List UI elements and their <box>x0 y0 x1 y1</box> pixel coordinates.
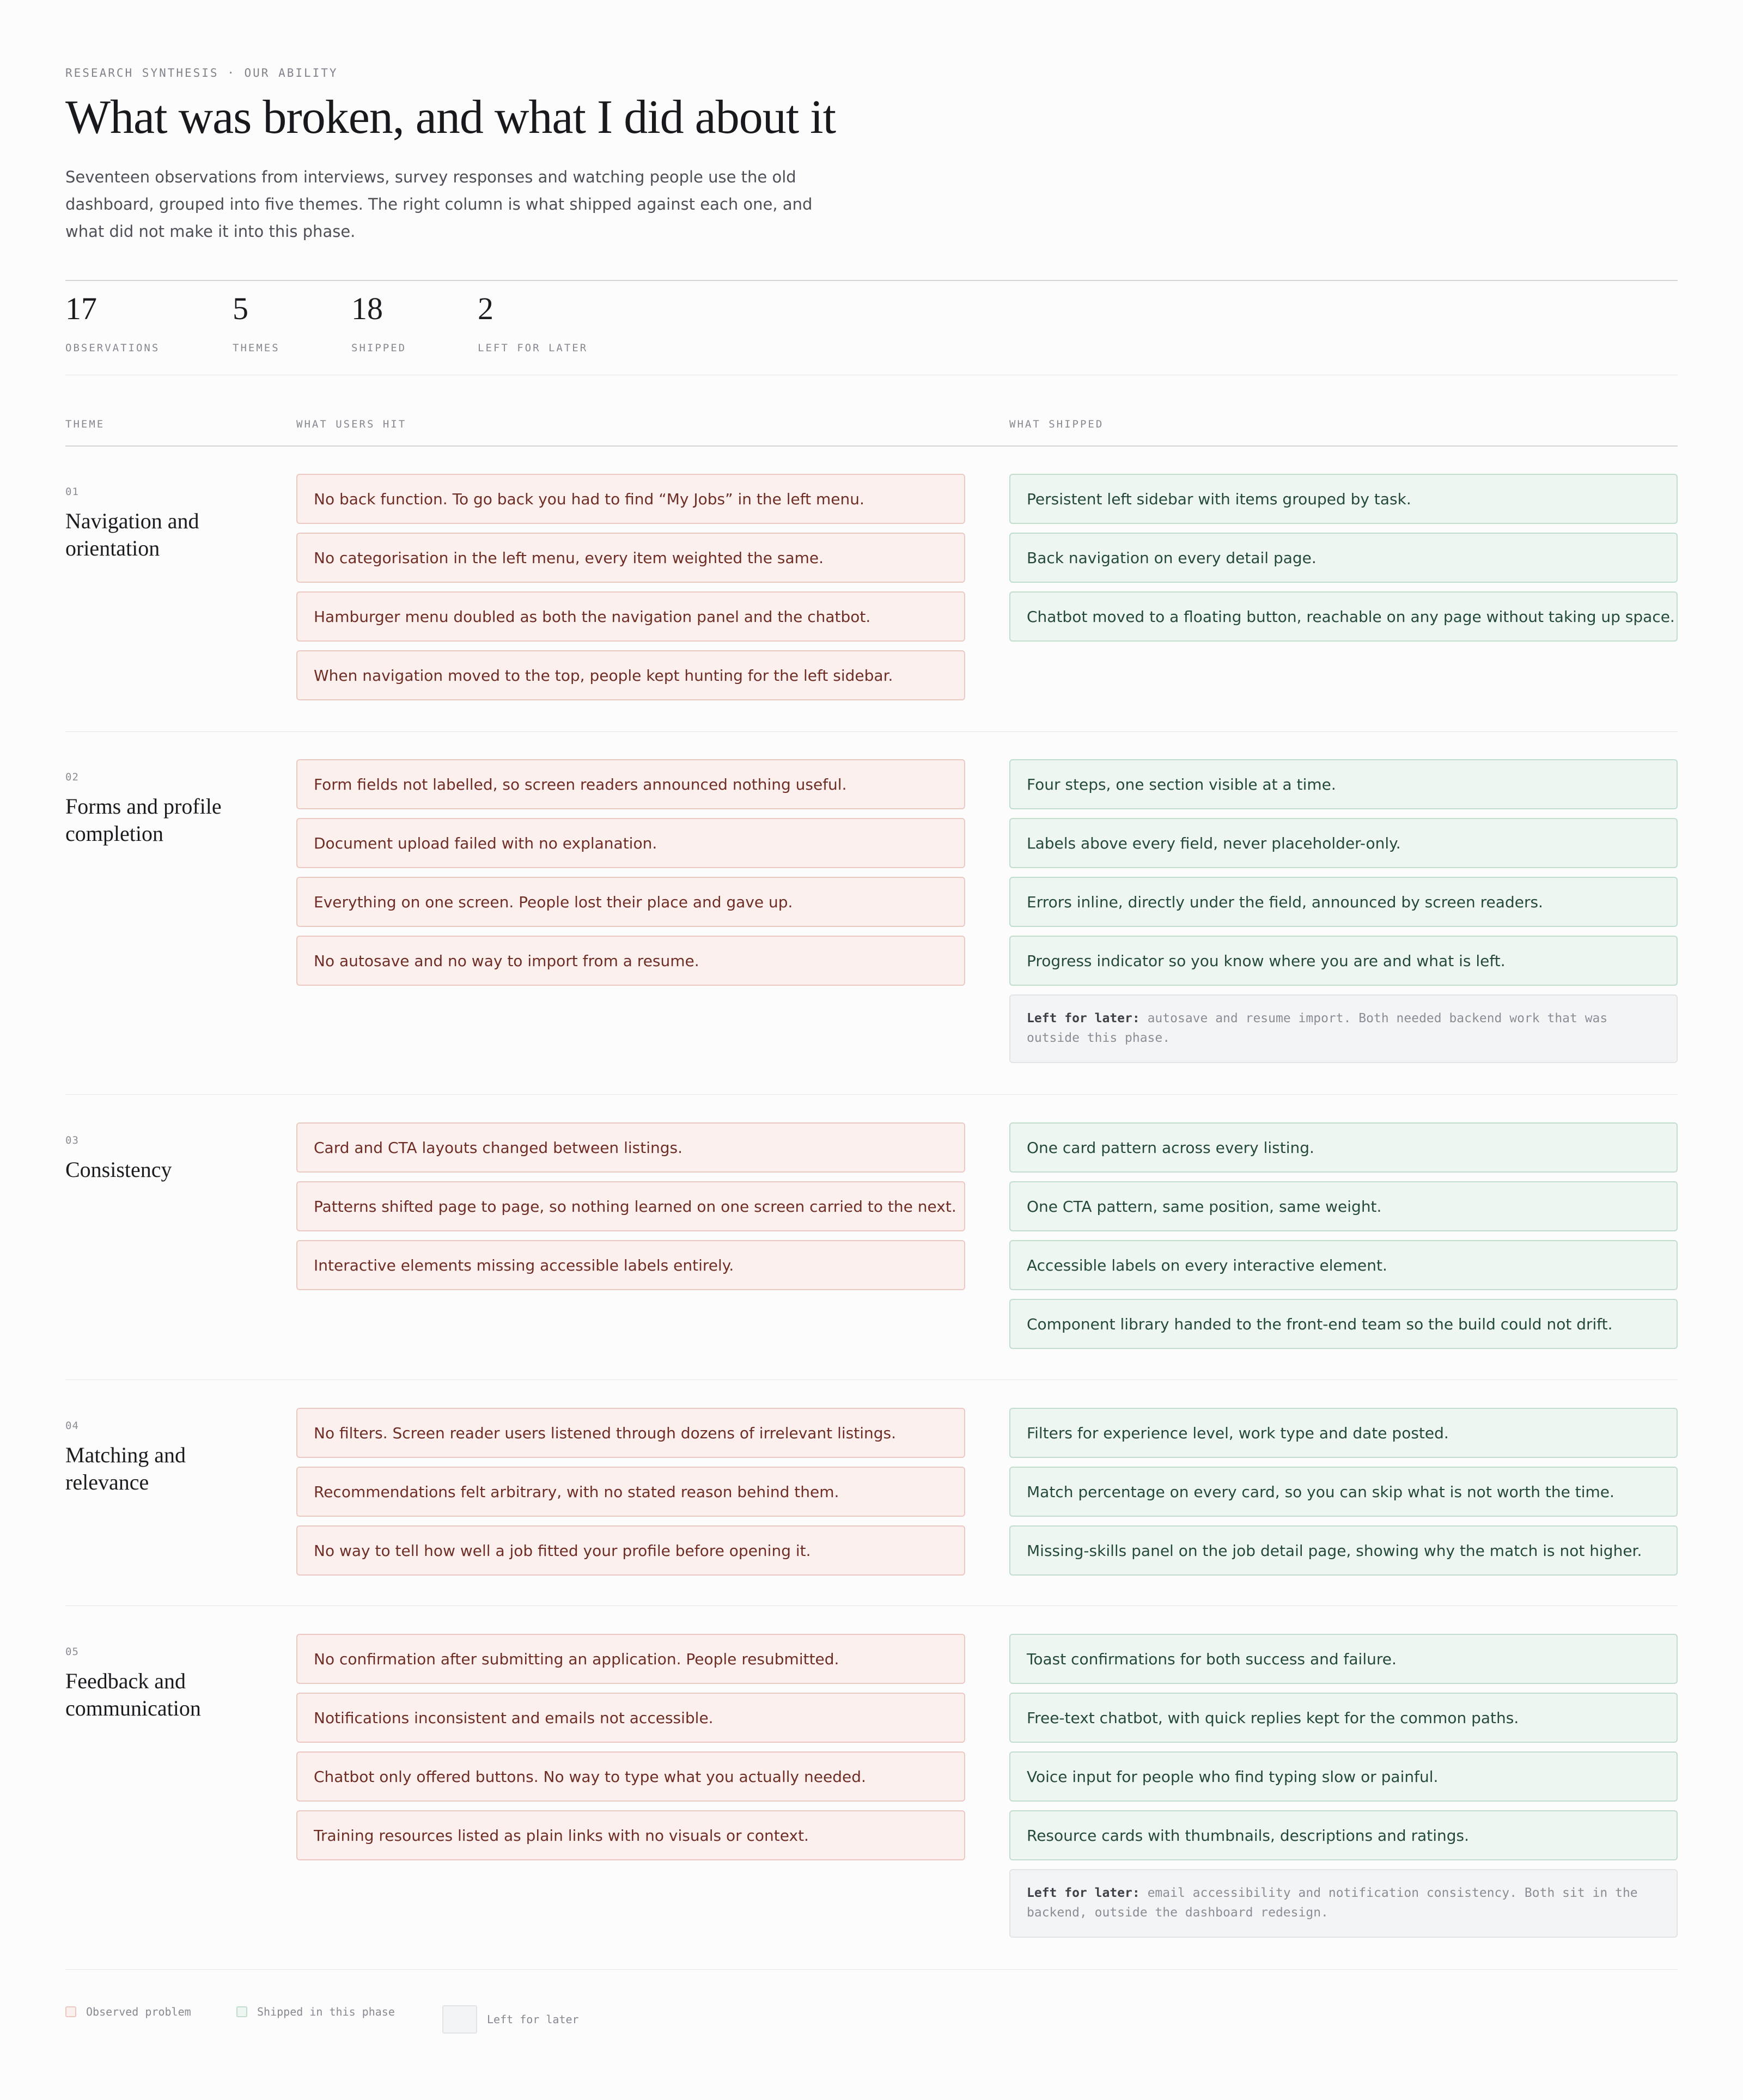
stat-observations <box>65 293 160 354</box>
later-text: autosave and resume import. Both needed backend work that was outside this phase. <box>1027 1011 1608 1045</box>
section-divider <box>65 731 1678 732</box>
shipped-card: Progress indicator so you know where you are and what is left. <box>1009 936 1678 986</box>
stat-value: 2 <box>478 291 493 326</box>
legend-item-shipped <box>236 2005 395 2018</box>
divider <box>65 280 1678 281</box>
shipped-card: Accessible labels on every interactive element. <box>1009 1240 1678 1290</box>
shipped-list <box>1009 474 1678 650</box>
hit-list <box>296 1122 965 1299</box>
stat-themes <box>233 293 280 354</box>
theme-number: 04 <box>65 1420 79 1432</box>
shipped-list <box>1009 1122 1678 1358</box>
legend-label: Left for later <box>487 2013 579 2026</box>
observed-problem-card: No autosave and no way to import from a resume. <box>296 936 965 986</box>
shipped-card: Four steps, one section visible at a time. <box>1009 759 1678 809</box>
shipped-card: Missing-skills panel on the job detail page, showing why the match is not higher. <box>1009 1525 1678 1576</box>
column-header-hit: WHAT USERS HIT <box>296 418 407 430</box>
theme-number: 03 <box>65 1134 79 1146</box>
hit-list <box>296 1634 965 1869</box>
observed-problem-card: No categorisation in the left menu, every item weighted the same. <box>296 533 965 583</box>
observed-problem-card: Everything on one screen. People lost their place and gave up. <box>296 877 965 927</box>
legend-label: Shipped in this phase <box>257 2005 395 2018</box>
observed-problem-card: Form fields not labelled, so screen readers announced nothing useful. <box>296 759 965 809</box>
later-text: email accessibility and notification consistency. Both sit in the backend, outside the dashboard redesign. <box>1027 1886 1638 1920</box>
observed-problem-card: No confirmation after submitting an application. People resubmitted. <box>296 1634 965 1684</box>
shipped-card: Persistent left sidebar with items grouped by task. <box>1009 474 1678 524</box>
later-label: Left for later: <box>1027 1886 1140 1900</box>
shipped-card: Errors inline, directly under the field, announced by screen readers. <box>1009 877 1678 927</box>
section-divider <box>65 1094 1678 1095</box>
left-for-later-note <box>1009 994 1678 1063</box>
stat-label: LEFT FOR LATER <box>478 342 588 354</box>
observed-problem-card: No way to tell how well a job fitted your profile before opening it. <box>296 1525 965 1576</box>
stat-value: 18 <box>351 291 383 326</box>
shipped-card: Filters for experience level, work type and date posted. <box>1009 1408 1678 1458</box>
shipped-list <box>1009 759 1678 1063</box>
observed-problem-card: Chatbot only offered buttons. No way to type what you actually needed. <box>296 1751 965 1802</box>
hit-list <box>296 474 965 709</box>
observed-problem-card: Training resources listed as plain links with no visuals or context. <box>296 1810 965 1860</box>
shipped-card: Match percentage on every card, so you can skip what is not worth the time. <box>1009 1467 1678 1517</box>
observed-problem-card: Patterns shifted page to page, so nothing learned on one screen carried to the next. <box>296 1181 965 1231</box>
shipped-card: Chatbot moved to a floating button, reachable on any page without taking up space. <box>1009 591 1678 642</box>
section-divider <box>65 1605 1678 1606</box>
shipped-list <box>1009 1634 1678 1938</box>
theme-number: 02 <box>65 771 79 783</box>
shipped-card: Toast confirmations for both success and failure. <box>1009 1634 1678 1684</box>
observed-problem-card: When navigation moved to the top, people kept hunting for the left sidebar. <box>296 650 965 700</box>
legend-item-problem <box>65 2005 191 2018</box>
observed-problem-card: No back function. To go back you had to find “My Jobs” in the left menu. <box>296 474 965 524</box>
theme-number: 05 <box>65 1646 79 1658</box>
stat-shipped <box>351 293 406 354</box>
divider <box>65 1969 1678 1970</box>
stat-label: SHIPPED <box>351 342 407 354</box>
shipped-list <box>1009 1408 1678 1584</box>
left-for-later-note <box>1009 1869 1678 1938</box>
hit-list <box>296 1408 965 1584</box>
shipped-card: One CTA pattern, same position, same weight. <box>1009 1181 1678 1231</box>
page-title: What was broken, and what I did about it <box>65 91 836 144</box>
stat-label: OBSERVATIONS <box>65 342 160 354</box>
eyebrow: RESEARCH SYNTHESIS · OUR ABILITY <box>65 66 338 80</box>
legend-label: Observed problem <box>86 2005 191 2018</box>
column-header-shipped: WHAT SHIPPED <box>1009 418 1104 430</box>
stat-value: 5 <box>233 291 248 326</box>
stat-left-for-later <box>478 293 588 354</box>
shipped-card: One card pattern across every listing. <box>1009 1122 1678 1173</box>
observed-problem-card: Card and CTA layouts changed between listings. <box>296 1122 965 1173</box>
shipped-card: Back navigation on every detail page. <box>1009 533 1678 583</box>
shipped-card: Labels above every field, never placeholder-only. <box>1009 818 1678 868</box>
theme-title: Consistency <box>65 1157 172 1182</box>
observed-problem-card: Interactive elements missing accessible labels entirely. <box>296 1240 965 1290</box>
observed-problem-card: Hamburger menu doubled as both the navigation panel and the chatbot. <box>296 591 965 642</box>
theme-title: Matching and relevance <box>65 1443 186 1494</box>
legend-swatch <box>236 2006 247 2017</box>
theme-title: Navigation and orientation <box>65 509 199 560</box>
legend-swatch <box>442 2005 477 2034</box>
shipped-card: Component library handed to the front-end team so the build could not drift. <box>1009 1299 1678 1349</box>
stat-label: THEMES <box>233 342 280 354</box>
stat-value: 17 <box>65 291 97 326</box>
observed-problem-card: No filters. Screen reader users listened through dozens of irrelevant listings. <box>296 1408 965 1458</box>
hit-list <box>296 759 965 994</box>
shipped-card: Free-text chatbot, with quick replies kept for the common paths. <box>1009 1693 1678 1743</box>
theme-title: Feedback and communication <box>65 1669 201 1720</box>
observed-problem-card: Document upload failed with no explanation. <box>296 818 965 868</box>
theme-title: Forms and profile completion <box>65 794 222 846</box>
section-divider <box>65 1379 1678 1380</box>
theme-number: 01 <box>65 486 79 498</box>
shipped-card: Resource cards with thumbnails, descriptions and ratings. <box>1009 1810 1678 1860</box>
observed-problem-card: Notifications inconsistent and emails not accessible. <box>296 1693 965 1743</box>
later-label: Left for later: <box>1027 1011 1140 1025</box>
legend-swatch <box>65 2006 76 2017</box>
legend-item-later <box>442 2005 579 2034</box>
shipped-card: Voice input for people who find typing slow or painful. <box>1009 1751 1678 1802</box>
column-header-theme: THEME <box>65 418 105 430</box>
intro-paragraph: Seventeen observations from interviews, survey responses and watching people use the old dashboard, grouped into five themes. The right column is what shipped against each one, and what did not make it into this phase. <box>65 168 813 241</box>
divider <box>65 445 1678 447</box>
observed-problem-card: Recommendations felt arbitrary, with no stated reason behind them. <box>296 1467 965 1517</box>
